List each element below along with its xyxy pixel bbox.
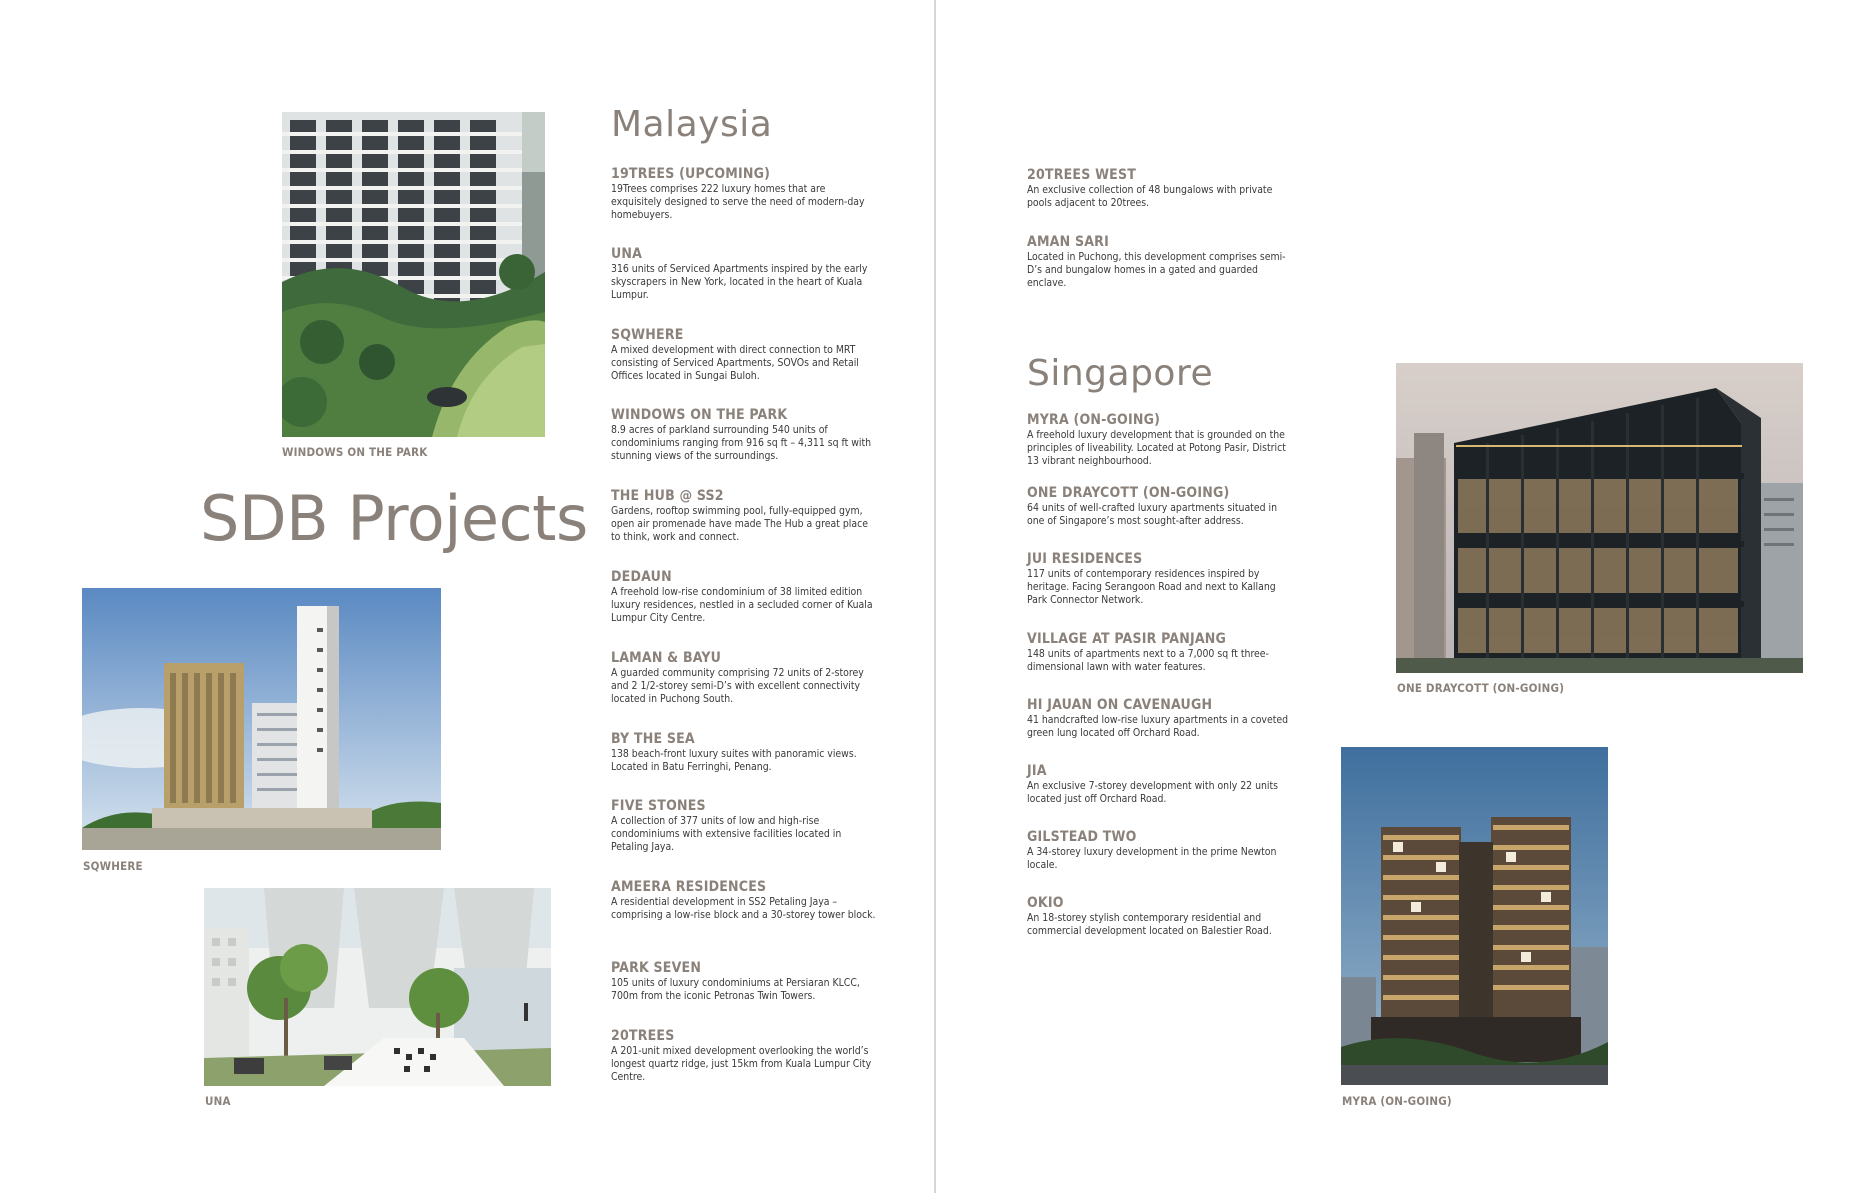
caption-windows-on-the-park: WINDOWS ON THE PARK bbox=[282, 445, 428, 459]
project-description: A freehold luxury development that is grounded on the principles of liveability. Located at Potong Pasir, District 13 vibrant neighbourhood. bbox=[1027, 429, 1286, 468]
project-description: A freehold low-rise condominium of 38 limited edition luxury residences, nestled in a secluded corner of Kuala Lumpur City Centre. bbox=[611, 586, 873, 625]
project-jia bbox=[1027, 763, 1292, 806]
project-title: WINDOWS ON THE PARK bbox=[611, 407, 788, 423]
project-title: THE HUB @ SS2 bbox=[611, 488, 724, 504]
caption-one-draycott: ONE DRAYCOTT (ON-GOING) bbox=[1397, 681, 1565, 695]
project-park-seven bbox=[611, 960, 876, 1003]
project-description: 148 units of apartments next to a 7,000 sq ft three-dimensional lawn with water features. bbox=[1027, 648, 1269, 674]
project-description: 105 units of luxury condominiums at Persiaran KLCC, 700m from the iconic Petronas Twin Towers. bbox=[611, 977, 860, 1003]
project-title: AMEERA RESIDENCES bbox=[611, 879, 767, 895]
project-description: 117 units of contemporary residences inspired by heritage. Facing Serangoon Road and next to Kallang Park Connector Network. bbox=[1027, 568, 1276, 607]
project-description: 316 units of Serviced Apartments inspired by the early skyscrapers in New York, located in the heart of Kuala Lumpur. bbox=[611, 263, 868, 302]
project-una bbox=[611, 246, 876, 303]
one-draycott-photo bbox=[1396, 363, 1803, 673]
malaysia-heading: Malaysia bbox=[611, 104, 773, 145]
project-windows-on-the-park bbox=[611, 407, 876, 464]
project-title: FIVE STONES bbox=[611, 798, 706, 814]
sqwhere-photo bbox=[82, 588, 441, 850]
myra-photo bbox=[1341, 747, 1608, 1085]
caption-una: UNA bbox=[205, 1094, 231, 1108]
project-ameera-residences bbox=[611, 879, 876, 922]
project-laman-bayu bbox=[611, 650, 876, 707]
project-title: GILSTEAD TWO bbox=[1027, 829, 1137, 845]
project-title: 20TREES WEST bbox=[1027, 167, 1137, 183]
project-okio bbox=[1027, 895, 1292, 938]
project-description: A mixed development with direct connection to MRT consisting of Serviced Apartments, SOVOs and Retail Offices located in Sungai Buloh. bbox=[611, 344, 859, 383]
project-description: A guarded community comprising 72 units of 2-storey and 2 1/2-storey semi-D’s with excellent connectivity located in Puchong South. bbox=[611, 667, 864, 706]
project-description: 19Trees comprises 222 luxury homes that are exquisitely designed to serve the need of modern-day homebuyers. bbox=[611, 183, 865, 222]
project-description: An exclusive 7-storey development with only 22 units located just off Orchard Road. bbox=[1027, 780, 1279, 806]
project-dedaun bbox=[611, 569, 876, 626]
caption-myra: MYRA (ON-GOING) bbox=[1342, 1094, 1452, 1108]
project-five-stones bbox=[611, 798, 876, 855]
project-aman-sari bbox=[1027, 234, 1292, 291]
project-jui-residences bbox=[1027, 551, 1292, 608]
project-title: OKIO bbox=[1027, 895, 1064, 911]
caption-sqwhere: SQWHERE bbox=[83, 859, 143, 873]
project-description: Gardens, rooftop swimming pool, fully-equipped gym, open air promenade have made The Hub a great place to think, work and connect. bbox=[611, 505, 869, 544]
project-description: 64 units of well-crafted luxury apartments situated in one of Singapore’s most sought-after address. bbox=[1027, 502, 1278, 528]
project-title: JUI RESIDENCES bbox=[1027, 551, 1143, 567]
singapore-heading: Singapore bbox=[1027, 353, 1214, 394]
project-title: PARK SEVEN bbox=[611, 960, 702, 976]
project-title: AMAN SARI bbox=[1027, 234, 1109, 250]
project-description: An 18-storey stylish contemporary residential and commercial development located on Balestier Road. bbox=[1027, 912, 1272, 938]
project-gilstead-two bbox=[1027, 829, 1292, 872]
project-by-the-sea bbox=[611, 731, 876, 774]
project-title: 20TREES bbox=[611, 1028, 675, 1044]
project-title: 19TREES (UPCOMING) bbox=[611, 166, 771, 182]
page-title: SDB Projects bbox=[200, 482, 588, 555]
project-description: A 201-unit mixed development overlooking the world’s longest quartz ridge, just 15km from Kuala Lumpur City Centre. bbox=[611, 1045, 872, 1084]
project-description: A residential development in SS2 Petaling Jaya – comprising a low-rise block and a 30-storey tower block. bbox=[611, 896, 876, 922]
page-gutter-divider bbox=[934, 0, 936, 1193]
project-myra bbox=[1027, 412, 1292, 469]
project-title: SQWHERE bbox=[611, 327, 684, 343]
project-description: 41 handcrafted low-rise luxury apartments in a coveted green lung located off Orchard Road. bbox=[1027, 714, 1289, 740]
windows-on-the-park-photo bbox=[282, 112, 545, 437]
una-photo bbox=[204, 888, 551, 1086]
project-20trees-west bbox=[1027, 167, 1292, 210]
project-description: Located in Puchong, this development comprises semi-D’s and bungalow homes in a gated and guarded enclave. bbox=[1027, 251, 1286, 290]
project-description: A collection of 377 units of low and high-rise condominiums with extensive facilities located in Petaling Jaya. bbox=[611, 815, 842, 854]
project-village-at-pasir-panjang bbox=[1027, 631, 1292, 674]
project-19trees bbox=[611, 166, 876, 223]
project-the-hub-ss2 bbox=[611, 488, 876, 545]
project-title: LAMAN & BAYU bbox=[611, 650, 722, 666]
project-20trees bbox=[611, 1028, 876, 1085]
project-title: JIA bbox=[1027, 763, 1047, 779]
project-description: 138 beach-front luxury suites with panoramic views. Located in Batu Ferringhi, Penang. bbox=[611, 748, 857, 774]
project-title: BY THE SEA bbox=[611, 731, 695, 747]
project-title: ONE DRAYCOTT (ON-GOING) bbox=[1027, 485, 1230, 501]
project-sqwhere bbox=[611, 327, 876, 384]
project-description: 8.9 acres of parkland surrounding 540 units of condominiums ranging from 916 sq ft – 4,311 sq ft with stunning views of the surroundings. bbox=[611, 424, 872, 463]
project-title: VILLAGE AT PASIR PANJANG bbox=[1027, 631, 1227, 647]
project-description: An exclusive collection of 48 bungalows with private pools adjacent to 20trees. bbox=[1027, 184, 1273, 210]
project-title: HI JAUAN ON CAVENAUGH bbox=[1027, 697, 1213, 713]
project-title: MYRA (ON-GOING) bbox=[1027, 412, 1161, 428]
project-one-draycott bbox=[1027, 485, 1292, 528]
project-title: DEDAUN bbox=[611, 569, 672, 585]
project-hi-jauan-on-cavenaugh bbox=[1027, 697, 1292, 740]
project-title: UNA bbox=[611, 246, 643, 262]
project-description: A 34-storey luxury development in the prime Newton locale. bbox=[1027, 846, 1277, 872]
